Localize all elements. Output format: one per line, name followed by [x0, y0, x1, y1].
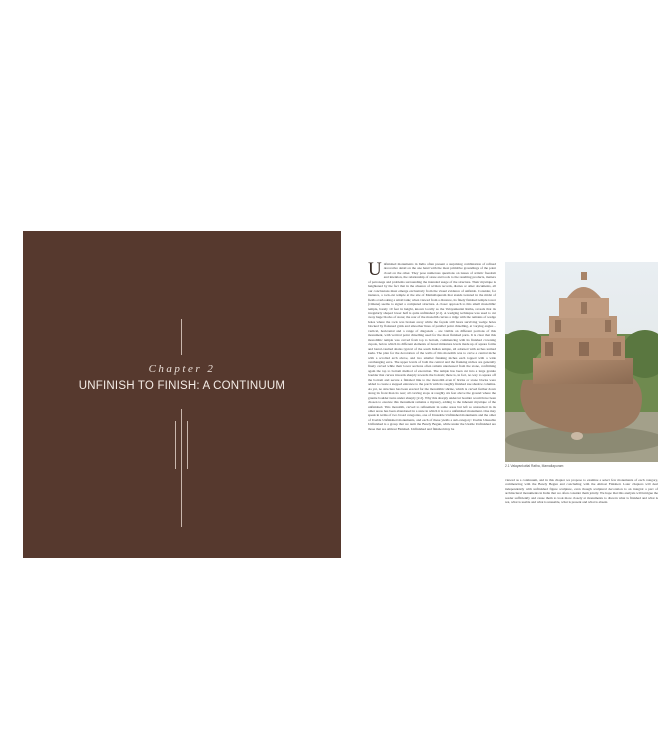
photo-caption: 2.1 Valayankuttai Ratha, Mamallapuram — [505, 464, 564, 468]
drop-cap: U — [368, 259, 382, 280]
body-text-2: viewed as a continuum, and in this chapter we propose to examine a select few monuments of each category, commencing with the Barely Begun and concluding with the Almost Finished. Later chapters will deal independently with unfinished figure sculpture, even though sculptural decoration is an integral a part of architectural monuments in India that we often consider them jointly. We hope that this analysis will intrigue the reader sufficiently and cause them to look more closely at monuments to discern what is finished and what is not, what is usable and what is unusable, what is present and what is absent. — [505, 478, 658, 505]
body-text-1: nfinished monuments in India often present a surprising combination of refined decorative detail on the one hand with the most primitive groundings of the point cloud on the other. They pose numerous questions on issues of artistic freedom and intention, the relationship of stone and tools to the resulting products, matters of patronage and problems surrounding the intended usage of the structure. Their mystique is heightened by the fact that in the absence of written records, diaries or other documents, all our conclusions must emerge exclusively from the visual evidence of unfinish. Consider, for instance, a rock-cut temple at the site of Mamallapuram that stands isolated in the midst of fields overlooking a small tank; when viewed from a distance, its finely finished temple tower (vimana) seems to signal a completed structure. A closer approach to this small monolithic temple, barely 10 feet in height, known locally as the Valayankuttai Ratha, reveals that its irregularly shaped lower half is quite unfinished [2.1]. A wedging technique was used to cut away huge blocks of stone; the rear of the monolith carries a ridge with the remains of wedge holes where the rock was broken away while the façade still bears surviving wedge holes blocked by flattened grids and smoother lines of parallel point chiselling, at varying angles – vertical, horizontal and a range of diagonals – are visible on different portions of this monument, with vertical point chiselling used for the most finished parts. It is clear that this monolithic temple was carved from top to bottom, commencing with its finished crowning cupola, below which its different elements of tiered miniature levels made up of square forms and barrel-vaulted shalas typical of the south Indian temple, all adorned with arches termed kudu. The plan for the decoration of the walls of this monolith was to carve a central niche with a scrolled arch above, and two smaller flanking niches each topped with a wide overhanging eave. The upper levels of both the central and the flanking niches are generally finely carved while their lower sections often remain unreleased from the stone, confirming again the top to bottom method of execution. The temple has been cut into a large granite boulder that curves inwards sharply towards the bottom; there is, in fact, no way to square off the bottom and secure a finished link to the monolith even if bricks or stone blocks were added to create a stepped entrance to the porch with its roughly finished axe shadow columns. As yet, no structure has been erected for the monolithic shrine, which is carved further down along its front than its rear; all carving stops at roughly six feet above the ground where the granite boulder turns under sharply [2.2]. Why this sharply undercut boulder would have been chosen to execute this monument remains a mystery, adding to the inherent mystique of the unfinished. This monolith, carved to refinement in some areas but left so untouched in its other areas has been abandoned in a state in which it is not a unfinished monument. One may speak in terms of two broad categories, one of Unusable Unfinished monuments and the other of Usable Unfinished monuments, and each of these yields a sub-category: Usable Unusable Unfinished is a group that we term the Barely Begun, while under the Usable Unfinished are those that are Almost Finished. Unfinished and finished may be — [368, 262, 496, 431]
chapter-label: Chapter 2 — [148, 363, 216, 375]
decorative-line-top — [181, 319, 182, 355]
chapter-title: UNFINISH TO FINISH: A CONTINUUM — [78, 380, 286, 392]
body-text-column-1 — [368, 259, 496, 554]
chapter-opener-panel — [23, 231, 341, 558]
decorative-line-left — [175, 421, 176, 469]
decorative-line-right — [187, 421, 188, 469]
body-text-column-2 — [505, 478, 658, 558]
decorative-line-center — [181, 409, 182, 527]
temple-photo — [505, 262, 658, 462]
